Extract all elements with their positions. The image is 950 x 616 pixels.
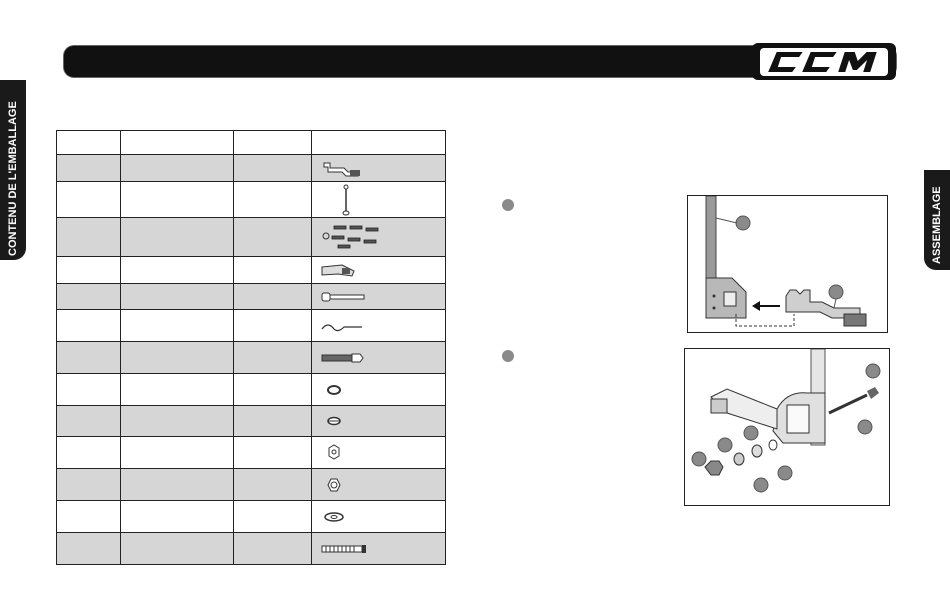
callout-marker [866, 364, 880, 378]
clips-set-icon [311, 218, 445, 257]
assembly-diagram-1 [688, 196, 887, 332]
assembly-figure-2 [684, 348, 890, 506]
split-washer-icon [311, 406, 445, 437]
table-row [57, 469, 446, 501]
side-tab-contents [0, 80, 26, 260]
foot-bracket-icon [311, 155, 445, 182]
callout-marker [736, 216, 750, 230]
callout-marker [829, 285, 843, 299]
callout-marker [858, 420, 872, 434]
step-2-bullet [502, 350, 514, 362]
table-row [57, 310, 446, 342]
table-row [57, 218, 446, 257]
table-row [57, 533, 446, 565]
table-row [57, 406, 446, 437]
side-tab-label: ASSEMBLAGE [931, 186, 943, 264]
table-row [57, 182, 446, 218]
table-header-cell [120, 131, 233, 155]
ccm-logo-icon [760, 48, 888, 76]
assembly-figure-1 [687, 195, 888, 333]
threaded-bolt-icon [311, 342, 445, 374]
callout-marker [778, 466, 792, 480]
ccm-logo [752, 43, 896, 80]
step-1-bullet [502, 199, 514, 211]
side-tab-label: CONTENU DE L'EMBALLAGE [7, 101, 19, 256]
hex-nut-icon [311, 469, 445, 501]
callout-marker [744, 426, 758, 440]
cap-nut-icon [311, 437, 445, 469]
callout-marker [692, 452, 706, 466]
side-tab-assembly [924, 170, 950, 270]
flat-washer-icon [311, 501, 445, 533]
table-header-cell [234, 131, 312, 155]
callout-marker [718, 438, 732, 452]
table-row [57, 284, 446, 310]
table-header-cell [311, 131, 445, 155]
table-row [57, 342, 446, 374]
hair-pin-icon [311, 310, 445, 342]
parts-table [56, 130, 446, 565]
threaded-rod-icon [311, 533, 445, 565]
bolt-icon [311, 284, 445, 310]
table-row [57, 155, 446, 182]
table-header-row [57, 131, 446, 155]
callout-marker [754, 478, 768, 492]
table-header-cell [57, 131, 121, 155]
assembly-diagram-2 [685, 349, 889, 505]
table-row [57, 501, 446, 533]
table-row [57, 437, 446, 469]
long-pin-icon [311, 182, 445, 218]
lock-washer-icon [311, 374, 445, 406]
strap-icon [311, 257, 445, 284]
table-row [57, 374, 446, 406]
table-row [57, 257, 446, 284]
